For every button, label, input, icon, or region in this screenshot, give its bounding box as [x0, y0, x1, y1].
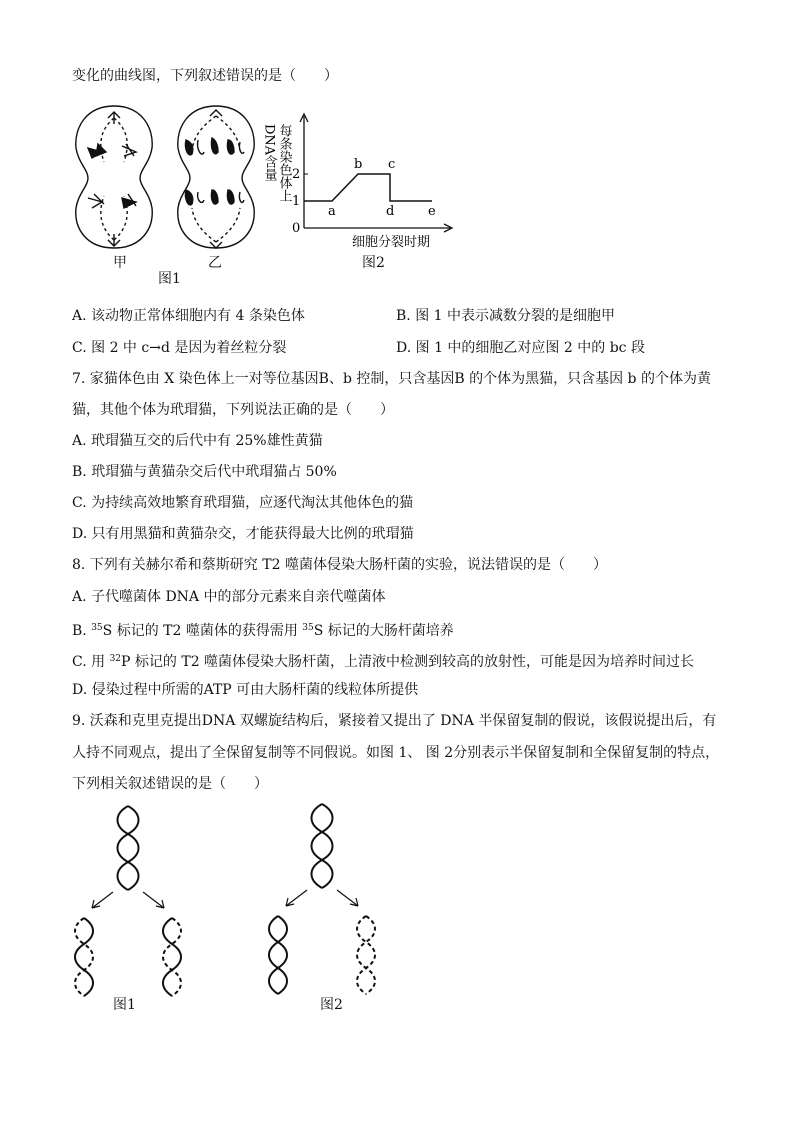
- fig2-ytick-0: 0: [292, 221, 301, 236]
- fig1-caption: 图1: [158, 271, 181, 287]
- fig1-label-jia: 甲: [113, 255, 127, 271]
- q6-figure1-cells: [70, 100, 270, 260]
- q8-option-a: A. 子代噬菌体 DNA 中的部分元素来自亲代噬菌体: [72, 589, 386, 605]
- q7-option-b: B. 玳瑁猫与黄猫杂交后代中玳瑁猫占 50%: [72, 464, 337, 480]
- q9-stem-line1: 9. 沃森和克里克提出DNA 双螺旋结构后，紧接着又提出了 DNA 半保留复制的假说，该假说提出后，有: [72, 713, 717, 729]
- fig2-point-label-a: a: [328, 204, 336, 219]
- q9-fig2-caption: 图2: [320, 997, 343, 1013]
- cell-jia: [76, 106, 152, 248]
- q6-option-d: D. 图 1 中的细胞乙对应图 2 中的 bc 段: [396, 340, 645, 356]
- fig2-point-label-b: b: [354, 157, 363, 172]
- fig2-point-label-d: d: [386, 204, 395, 219]
- q9-fig1-caption: 图1: [113, 997, 136, 1013]
- q6-option-c: C. 图 2 中 c→d 是因为着丝粒分裂: [72, 340, 287, 356]
- parent-helix: [118, 806, 139, 890]
- q6-stem-tail: 变化的曲线图，下列叙述错误的是（ ）: [72, 68, 338, 84]
- fig2-point-label-e: e: [428, 204, 436, 219]
- daughter-helix-left: [269, 916, 287, 994]
- q8-stem: 8. 下列有关赫尔希和蔡斯研究 T2 噬菌体侵染大肠杆菌的实验，说法错误的是（ ）: [72, 557, 607, 573]
- fig2-series-line: [304, 174, 432, 201]
- q8-option-d: D. 侵染过程中所需的ATP 可由大肠杆菌的线粒体所提供: [72, 682, 419, 698]
- parent-helix: [312, 804, 333, 888]
- q7-option-a: A. 玳瑁猫互交的后代中有 25%雄性黄猫: [72, 433, 323, 449]
- daughter-helix-left: [75, 918, 93, 996]
- q7-option-c: C. 为持续高效地繁育玳瑁猫，应逐代淘汰其他体色的猫: [72, 495, 414, 511]
- fig2-caption: 图2: [362, 255, 385, 271]
- cell-yi: [178, 106, 254, 248]
- fig2-point-label-c: c: [388, 157, 396, 172]
- q8-option-c: C. 用 $^{32}$P 标记的 T2 噬菌体侵染大肠杆菌，上清液中检测到较高的放射性，可能是因为培养时间过长: [72, 654, 695, 670]
- fig2-ylabel-part2: DNA含量: [261, 124, 277, 182]
- fig2-ytick-1: 1: [292, 194, 301, 209]
- daughter-helix-right: [357, 916, 375, 994]
- arrows: [286, 890, 358, 906]
- fig2-ylabel-part1: 每条染色体上: [276, 124, 292, 202]
- q7-stem-line1: 7. 家猫体色由 X 染色体上一对等位基因B、b 控制，只含基因B 的个体为黑猫，只含基因 b 的个体为黄: [72, 371, 711, 387]
- q9-figure1-semiconservative: [68, 800, 208, 1000]
- q8-option-b: B. $^{35}$S 标记的 T2 噬菌体的获得需用 $^{35}$S 标记的大肠杆菌培养: [72, 623, 454, 639]
- q7-option-d: D. 只有用黑猫和黄猫杂交，才能获得最大比例的玳瑁猫: [72, 526, 414, 542]
- q9-figure2-conservative: [262, 798, 402, 998]
- fig2-xlabel: 细胞分裂时期: [352, 235, 431, 250]
- q9-stem-line2: 人持不同观点，提出了全保留复制等不同假说。如图 1、 图 2分别表示半保留复制和全保留复制的特点，: [72, 745, 720, 761]
- daughter-helix-right: [163, 918, 181, 996]
- fig1-label-yi: 乙: [208, 255, 222, 271]
- q6-option-a: A. 该动物正常体细胞内有 4 条染色体: [72, 308, 305, 324]
- q6-option-b: B. 图 1 中表示减数分裂的是细胞甲: [396, 308, 615, 324]
- arrows: [92, 892, 164, 908]
- q9-stem-line3: 下列相关叙述错误的是（ ）: [72, 776, 268, 792]
- q6-figure2-chart: [262, 110, 462, 260]
- fig2-ytick-2: 2: [292, 167, 301, 182]
- q7-stem-line2: 猫，其他个体为玳瑁猫，下列说法正确的是（ ）: [72, 402, 394, 418]
